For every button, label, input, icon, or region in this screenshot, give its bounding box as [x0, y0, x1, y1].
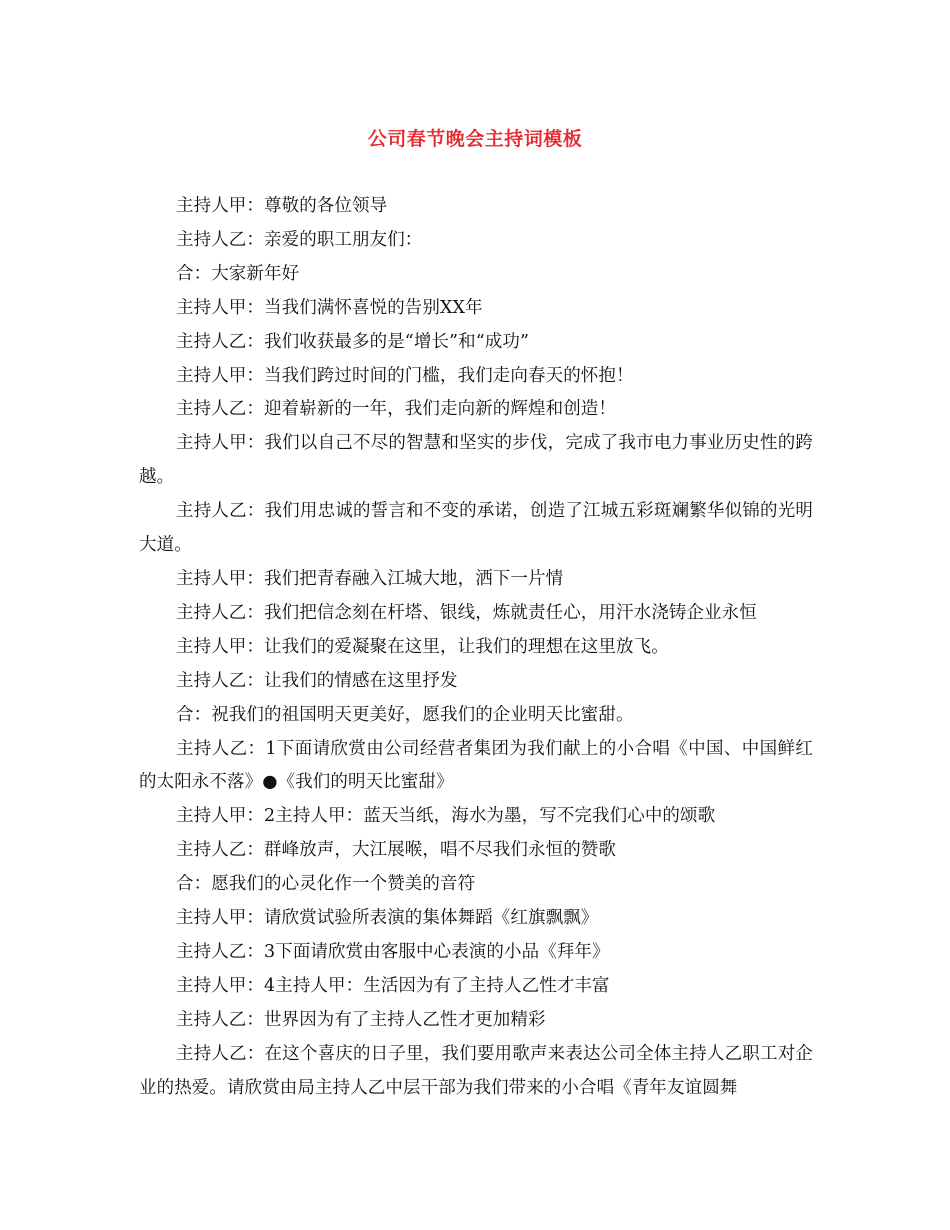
paragraph: 主持人甲：当我们满怀喜悦的告别XX年: [176, 297, 483, 318]
paragraph: 合：祝我们的祖国明天更美好，愿我们的企业明天比蜜甜。: [176, 704, 634, 725]
paragraph: 主持人乙：3下面请欣赏由客服中心表演的小品《拜年》: [176, 941, 610, 962]
paragraph: 主持人甲：我们以自己不尽的智慧和坚实的步伐，完成了我市电力事业历史性的跨越。: [139, 433, 813, 488]
paragraph: 主持人乙：在这个喜庆的日子里，我们要用歌声来表达公司全体主持人乙职工对企业的热爱。请欣赏由局主持人乙中层干部为我们带来的小合唱《青年友谊圆舞: [139, 1043, 813, 1098]
paragraph: 主持人甲：尊敬的各位领导: [176, 196, 388, 216]
paragraph: 主持人乙：1下面请欣赏由公司经营者集团为我们献上的小合唱《中国、中国鲜红的太阳永不落》●《我们的明天比蜜甜》: [139, 738, 813, 793]
paragraph: 合：大家新年好: [176, 263, 300, 284]
document-title: 公司春节晚会主持词模板: [367, 128, 583, 150]
paragraph: 合：愿我们的心灵化作一个赞美的音符: [176, 874, 476, 895]
document-body: [139, 190, 813, 1105]
paragraph: 主持人乙：让我们的情感在这里抒发: [176, 670, 458, 691]
paragraph: 主持人乙：亲爱的职工朋友们：: [176, 229, 423, 250]
paragraph: 主持人甲：当我们跨过时间的门槛，我们走向春天的怀抱！: [176, 365, 634, 386]
paragraph: 主持人乙：迎着崭新的一年，我们走向新的辉煌和创造！: [176, 399, 616, 420]
paragraph: 主持人乙：我们收获最多的是“增长”和“成功”: [176, 331, 529, 352]
paragraph: 主持人乙：群峰放声，大江展喉，唱不尽我们永恒的赞歌: [176, 840, 616, 861]
paragraph: 主持人甲：让我们的爱凝聚在这里，让我们的理想在这里放飞。: [176, 636, 669, 657]
paragraph: 主持人乙：我们把信念刻在杆塔、银线，炼就责任心，用汗水浇铸企业永恒: [176, 602, 757, 623]
paragraph: 主持人甲：4主持人甲：生活因为有了主持人乙性才丰富: [176, 975, 610, 996]
paragraph: 主持人甲：2主持人甲：蓝天当纸，海水为墨，写不完我们心中的颂歌: [176, 806, 716, 827]
paragraph: 主持人甲：我们把青春融入江城大地，洒下一片情: [176, 568, 564, 589]
paragraph: 主持人乙：我们用忠诚的誓言和不变的承诺，创造了江城五彩斑斓繁华似锦的光明大道。: [139, 501, 813, 556]
paragraph: 主持人乙：世界因为有了主持人乙性才更加精彩: [176, 1009, 546, 1030]
paragraph: 主持人甲：请欣赏试验所表演的集体舞蹈《红旗飘飘》: [176, 908, 599, 929]
